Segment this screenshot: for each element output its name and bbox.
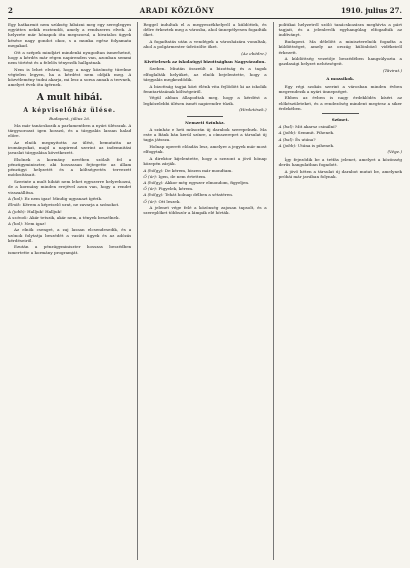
paragraph: A jövő héten a társulat új darabot mutat be, amelynek próbái már javában folynak. xyxy=(278,169,402,180)
dialog-line xyxy=(143,192,266,197)
paragraph: politikai helyzetről szóló tanácskozásra meghívta a párt tagjait, és a jelenlevők egyhangúlag elfogadták az indítványt. xyxy=(278,22,402,38)
header-rule xyxy=(8,18,402,19)
speech: Halljuk! Halljuk! xyxy=(27,208,62,214)
speaker: Elnök: xyxy=(8,202,22,208)
columns xyxy=(8,22,402,560)
column-1 xyxy=(8,22,131,560)
speech: Semmit. Pihenek. xyxy=(297,130,335,136)
speech: Akár tetszik, akár nem, a tények beszélnek. xyxy=(29,214,120,220)
speech: De kérem, hiszen már mondtam. xyxy=(164,167,233,173)
section-divider xyxy=(322,113,359,114)
speaker: A (jobb): xyxy=(8,208,26,214)
speaker: A (hölgy): xyxy=(143,180,164,186)
speech: Ott leszek. xyxy=(158,198,181,204)
paragraph: Elsőnek a kormány nevében szólalt fel a pénzügyminiszter, aki hosszasan fejtegette az állam pénzügyi helyzetét és a költségvetés tervezett módosításait. xyxy=(8,156,132,178)
dialog-line xyxy=(279,130,402,135)
paragraph: Az elnök csenget, a zaj lassan elcsendesedik, és a szónok folytatja beszédét a vasúti ügyek és az adózás kérdéseiről. xyxy=(8,227,132,243)
byline-note: (Az ebédre.) xyxy=(241,51,267,57)
paragraph: Szeben. Miután összeült a bizottság és a tagok elfoglalták helyüket, az elnök bejelentette, hogy a tárgyalás megkezdődik. xyxy=(143,66,267,82)
speech: És utána? xyxy=(295,136,316,142)
dateline: Budapest, július 26. xyxy=(49,116,91,122)
speaker: A (hölgy): xyxy=(143,167,164,173)
dialog-line xyxy=(143,186,266,191)
dialog-line xyxy=(279,143,402,148)
paragraph: A fogadtatás után a vendégek a városházára vonultak, ahol a polgármester üdvözölte őket. xyxy=(143,39,267,50)
paragraph: Egy hatkarmit nem szükség hibázni meg egy sereglegyes együttes nekik esztendői, amely a rendszeres elvek. A helyzete már hónapok óta megszorul, a hivatalos ügyek késése nagy gondot okoz, s a munka egész folyamata megakad. xyxy=(8,22,132,48)
dialog-line xyxy=(143,168,266,173)
paragraph: Budapest. Ma délelőtt a miniszterelnök fogadta a küldöttséget, amely az ország különböző vidékeiről érkezett. xyxy=(278,39,402,55)
speech: Utána is pihenek. xyxy=(297,142,335,148)
section-heading: Szünet. xyxy=(331,117,349,123)
paragraph: Így fejeződik be a tréfás jelenet, amelyet a közönség derűs hangulatban fogadott. xyxy=(278,157,402,168)
page-header xyxy=(8,6,402,16)
paragraph: Végül abban állapodtak meg, hogy a kérdést a legközelebbi ülésen ismét napirendre tűzik. xyxy=(143,95,267,106)
speaker: A (jobb): xyxy=(278,142,297,148)
section-heading: Nemzeti Színház. xyxy=(185,119,225,125)
dialog-line xyxy=(143,174,266,179)
speech: Akkor még egyszer elmondom, figyeljen. xyxy=(164,180,250,186)
dialog-line xyxy=(143,199,266,204)
speech: Igen, de nem értettem. xyxy=(158,173,207,179)
speech: Ez nem igaz! Mindig ugyanazt ígérik. xyxy=(24,196,103,202)
speaker: Ő (úr): xyxy=(143,186,158,192)
paragraph: Az elnök megnyitotta az ülést, bemutatta az irományokat, majd a napirend szerint az indemnitási javaslat tárgyalása következett. xyxy=(8,139,132,156)
paragraph: A bizottság tagjai közt élénk vita fejlődött ki az iskolák fenntartásának költségeiről. xyxy=(143,83,267,94)
speech: Tehát holnap délben a sétatéren. xyxy=(164,192,234,198)
paragraph: A színház e heti műsorán új darabok szerepelnek. Ma este a Bánk bán kerül színre, a címszerepet a társulat új tagja játssza. xyxy=(143,126,267,143)
paragraph: Ma már tanácskozik a parlamentben a nyári ülésszak. A tárgysorozat igen hosszú, és a tárgyalás lassan halad előre. xyxy=(8,122,132,139)
speaker: A (bal): xyxy=(8,221,24,227)
speaker: Ő (úr): xyxy=(143,173,158,179)
section-divider xyxy=(187,116,224,117)
column-2 xyxy=(137,22,266,560)
speech: Figyelek, kérem. xyxy=(158,186,194,192)
article-title: A mult hibái. xyxy=(36,93,103,104)
dialog-line xyxy=(8,209,131,214)
issue-date: 1910. julius 27. xyxy=(341,6,402,15)
paragraph: A küldöttség vezetője beszédében hangsúlyozta a gazdasági helyzet nehézségeit. xyxy=(278,56,402,67)
dialog-line xyxy=(8,221,131,226)
speech: Mit akarsz csinálni? xyxy=(295,124,337,130)
dialog-line xyxy=(143,180,266,185)
dialog-line xyxy=(279,124,402,129)
byline-note: (Vége.) xyxy=(387,149,402,155)
speaker: A (bal): xyxy=(278,124,294,130)
section-heading: A mozaikok. xyxy=(326,76,355,82)
speaker: A (bal): xyxy=(8,196,24,202)
paragraph: Szerinte a mult hibáit nem lehet egyszerre helyrehozni, de a kormány minden erejével azon van, hogy a rendet visszaállítsa. xyxy=(8,179,132,195)
paragraph: Nem is lehet elvárni, hogy a nagy közönség türelme végtelen legyen, ha a kérdést nem oldják meg. A közvélemény tudni akarja, mi lesz a sorsa annak a tervnek, amelyet évek óta ígérnek. xyxy=(8,66,132,88)
paragraph: Ezután a pénzügyminiszter hosszas beszédben ismertette a kormány programját. xyxy=(8,244,132,255)
speaker: Ő (úr): xyxy=(143,198,158,204)
paragraph: Ebben az évben is nagy érdeklődés kíséri az előkészületeket, és a rendezőség mindent megtesz a siker érdekében. xyxy=(278,95,402,111)
paragraph: A jelenet vége felé a közönség zajosan tapsolt, és a szereplőket többször a lámpák elé hívták. xyxy=(143,204,267,216)
column-3 xyxy=(273,22,402,560)
byline-note: (Távirat.) xyxy=(382,68,402,74)
speaker: A (jobb): xyxy=(278,130,297,136)
dialog-line xyxy=(8,202,131,207)
paragraph: Ott a szépek mindjárt mindenki nyugodtan ismerhetné, hogy a kérdés már régen napirenden van, azonban semmi nem történt és a felelős tényezők hallgatnak. xyxy=(8,49,132,65)
paragraph: Egy régi szokás szerint a városban minden évben megrendezik a nyári ünnepséget. xyxy=(278,83,402,94)
article-subtitle: A képviselőház ülése. xyxy=(23,107,116,115)
speech: Nem igaz! xyxy=(24,221,46,227)
page-number: 2 xyxy=(8,6,13,15)
dialog-line xyxy=(8,196,131,201)
speaker: A (hölgy): xyxy=(143,192,164,198)
section-heading: Kivételesek az iskolaügyi bizottságban Nagyváradon. xyxy=(144,59,266,65)
newspaper-title: ARADI KÖZLÖNY xyxy=(139,6,215,15)
speaker: A (bal): xyxy=(278,136,294,142)
dialog-line xyxy=(8,215,131,220)
dialog-line xyxy=(279,137,402,142)
byline-note: (Hirdetések.) xyxy=(239,107,267,113)
speech: Kérem a képviselő urat, ne zavarja a szónokot. xyxy=(22,202,120,208)
speaker: A szónok: xyxy=(8,214,28,220)
paragraph: Holnap operett előadás lesz, amelyre a jegyek már most elfogytak. xyxy=(143,143,267,155)
paragraph: Reggel indultak el a megyeszékhelyről a küldöttek, és délre érkeztek meg a városba, ahol ünnepélyesen fogadták őket. xyxy=(143,22,267,38)
paragraph: A direktor kijelentette, hogy a szezont a jövő hónap közepén zárják. xyxy=(143,155,267,166)
